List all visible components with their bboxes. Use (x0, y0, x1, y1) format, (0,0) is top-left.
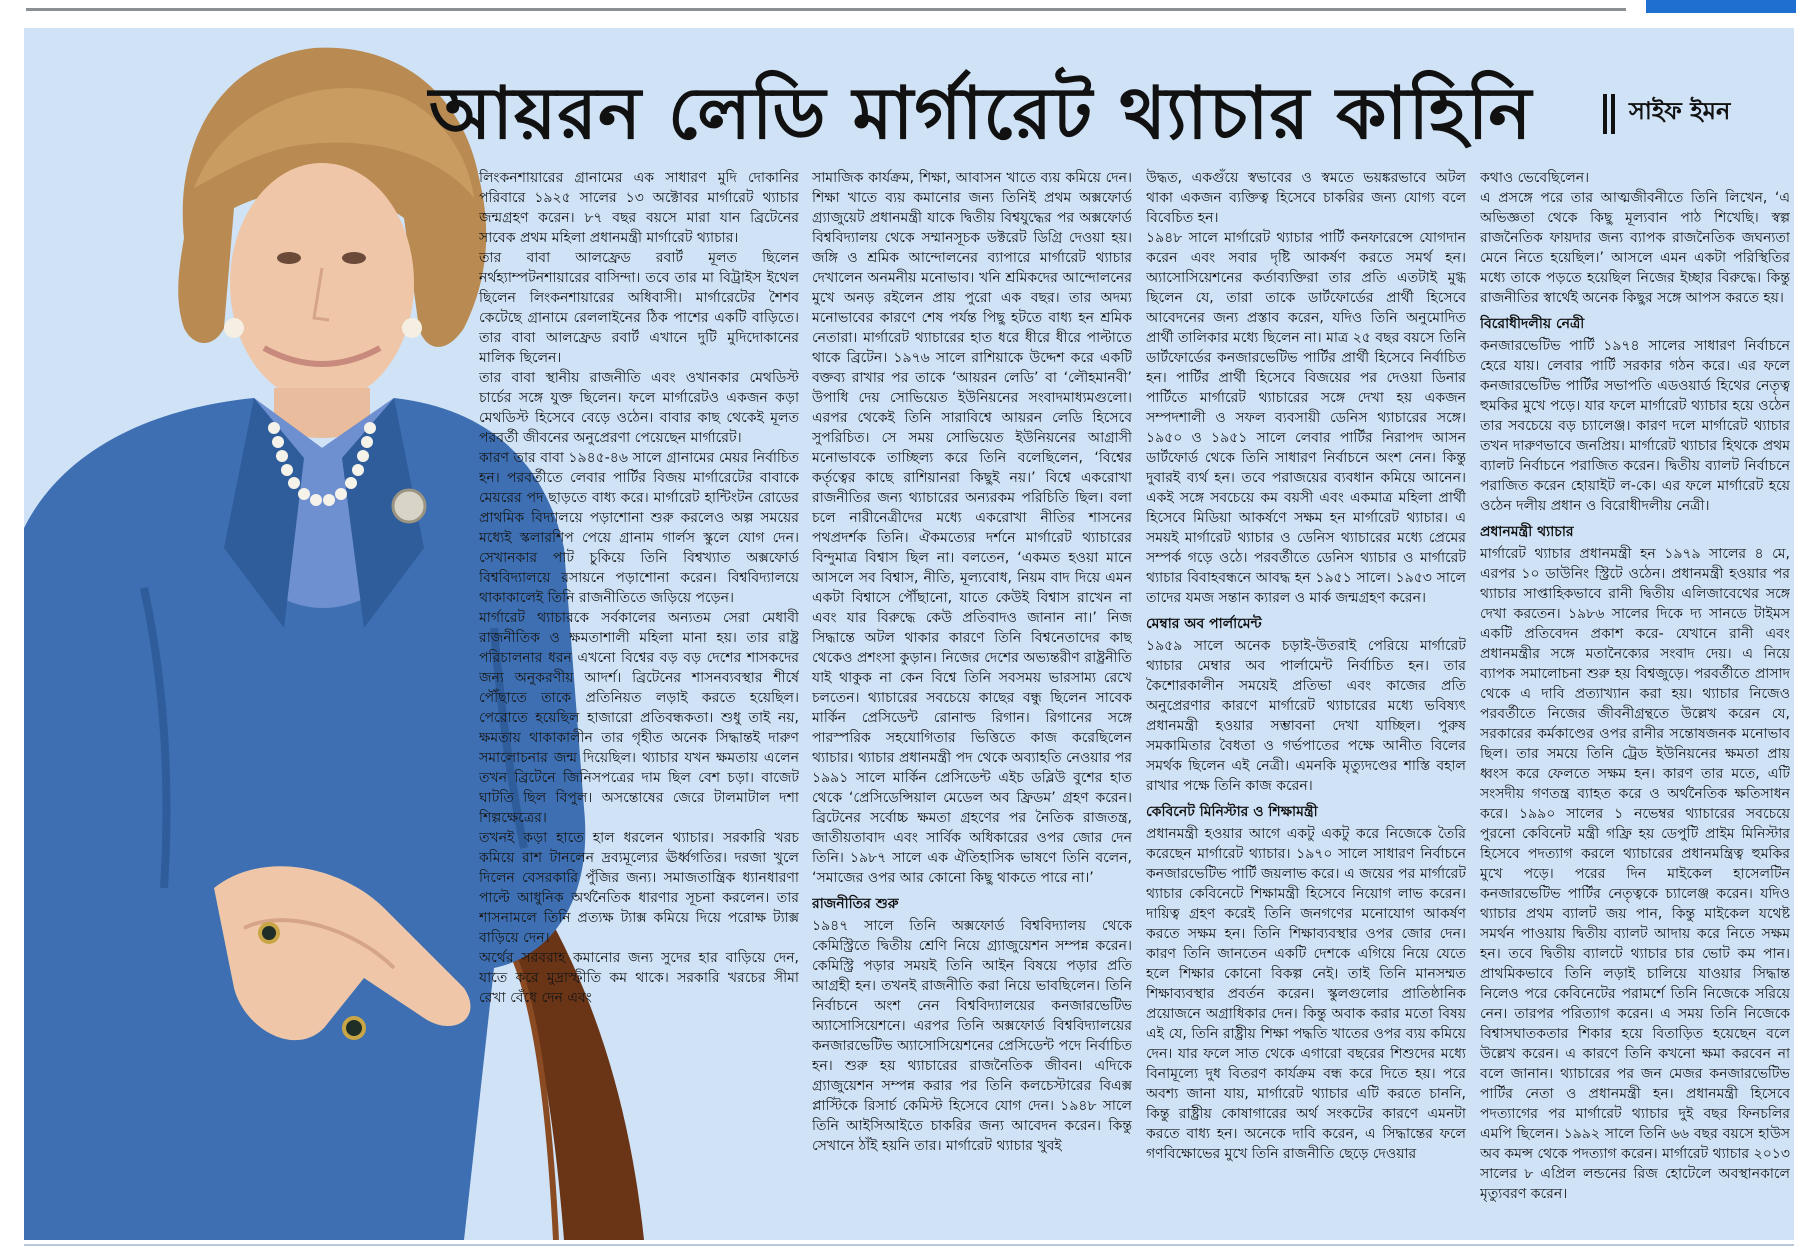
paragraph: কনজারভেটিভ পার্টি ১৯৭৪ সালের সাধারণ নির্বাচনে হেরে যায়। লেবার পার্টি সরকার গঠন করে। এর ফলে কনজারভেটিভ পার্টির সভাপতি এডওয়ার্ড হিথের নেতৃত্ব হুমকির মুখে পড়ে। যার ফলে মার্গারেট থ্যাচার হয়ে ওঠেন তার সবচেয়ে বড় চ্যালেঞ্জ। কারণ দলে মার্গারেট থ্যাচার তখন দারুণভাবে জনপ্রিয়। মার্গারেট থ্যাচার হিথকে প্রথম ব্যালট নির্বাচনে পরাজিত করেন। দ্বিতীয় ব্যালট নির্বাচনে পরাজিত করেন হোয়াইট ল-কে। এর ফলে মার্গারেট হয়ে ওঠেন দলীয় প্রধান ও বিরোধীদলীয় নেত্রী। (1480, 338, 1790, 514)
paragraph: উদ্ধত, একগুঁয়ে স্বভাবের ও স্বমতে ভয়ঙ্করভাবে অটল থাকা একজন ব্যক্তিত্ব হিসেবে চাকরির জন্য যোগ্য বলে বিবেচিত হন। (1146, 170, 1466, 226)
article-column-4 (1480, 168, 1790, 1230)
paragraph: কারণ তার বাবা ১৯৪৫-৪৬ সালে গ্রানামের মেয়র নির্বাচিত হন। পরবর্তীতে লেবার পার্টির বিজয় মার্গারেটের বাবাকে মেয়রের পদ ছাড়তে বাধ্য করে। মার্গারেট হান্টিংটন রোডের প্রাথমিক বিদ্যালয়ে পড়াশোনা শুরু করলেও অল্প সময়ের মধ্যেই স্কলারশিপ পেয়ে গ্রানাম গার্লস স্কুলে যোগ দেন। সেখানকার পাট চুকিয়ে তিনি বিশ্বখ্যাত অক্সফোর্ড বিশ্ববিদ্যালয়ে রসায়নে পড়াশোনা করেন। বিশ্ববিদ্যালয়ে থাকাকালেই তিনি রাজনীতিতে জড়িয়ে পড়েন। (479, 450, 799, 606)
section-heading: কেবিনেট মিনিস্টার ও শিক্ষামন্ত্রী (1146, 804, 1318, 820)
paragraph: কথাও ভেবেছিলেন। (1480, 170, 1590, 186)
section-heading: প্রধানমন্ত্রী থ্যাচার (1480, 524, 1574, 540)
article-column-2 (812, 168, 1132, 1230)
paragraph: সামাজিক কার্যক্রম, শিক্ষা, আবাসন খাতে ব্যয় কমিয়ে দেন। শিক্ষা খাতে ব্যয় কমানোর জন্য তিনিই প্রথম অক্সফোর্ড গ্র্যাজুয়েট প্রধানমন্ত্রী যাকে দ্বিতীয় বিশ্বযুদ্ধের পর অক্সফোর্ড বিশ্ববিদ্যালয় থেকে সম্মানসূচক ডক্টরেট ডিগ্রি দেওয়া হয়। জঙ্গি ও শ্রমিক আন্দোলনের ব্যাপারে মার্গারেট থ্যাচার দেখালেন অনমনীয় মনোভাব। খনি শ্রমিকদের আন্দোলনের মুখে অনড় রইলেন প্রায় পুরো এক বছর। তার অদম্য মনোভাবের কারণে শেষ পর্যন্ত পিছু হটতে বাধ্য হন শ্রমিক নেতারা। মার্গারেট থ্যাচারের হাত ধরে ধীরে ধীরে পাল্টাতে থাকে ব্রিটেন। ১৯৭৬ সালে রাশিয়াকে উদ্দেশ করে একটি বক্তব্য রাখার পর তাকে ‘আয়রন লেডি’ বা ‘লৌহমানবী’ উপাধি দেয় সোভিয়েত ইউনিয়নের সংবাদমাধ্যমগুলো। এরপর থেকেই তিনি সারাবিশ্বে আয়রন লেডি হিসেবে সুপরিচিত। সে সময় সোভিয়েত ইউনিয়নের আগ্রাসী মনোভাবকে তাচ্ছিল্য করে তিনি বলেছিলেন, ‘বিশ্বের কর্তৃত্বের কাছে রাশিয়ানরা কিছুই নয়।’ বিশ্বে একরোখা রাজনীতির জন্য থ্যাচারের অন্যরকম পরিচিতি ছিল। বলা চলে নারীনেত্রীদের মধ্যে একরোখা নীতির শাসনের পথপ্রদর্শক তিনি। ঐকমত্যের দর্শনে মার্গারেট থ্যাচারের বিন্দুমাত্র বিশ্বাস ছিল না। বলতেন, ‘একমত হওয়া মানে আসলে সব বিশ্বাস, নীতি, মূল্যবোধ, নিয়ম বাদ দিয়ে এমন একটা বিশ্বাসে পৌঁছানো, যাতে কেউই বিশ্বাস রাখেন না এবং যার বিরুদ্ধে কেউ প্রতিবাদও জানান না।’ নিজ সিদ্ধান্তে অটল থাকার কারণে তিনি বিশ্বনেতাদের কাছ থেকেও প্রশংসা কুড়ান। নিজের দেশের অভ্যন্তরীণ রাষ্ট্রনীতি যাই থাকুক না কেন বিশ্বে তিনি সবসময় ভারসাম্য রেখে চলতেন। থ্যাচারের সবচেয়ে কাছের বন্ধু ছিলেন সাবেক মার্কিন প্রেসিডেন্ট রোনাল্ড রিগান। রিগানের সঙ্গে পারস্পরিক সহযোগিতার ভিত্তিতে কাজ করেছিলেন থ্যাচার। থ্যাচার প্রধানমন্ত্রী পদ থেকে অব্যাহতি নেওয়ার পর ১৯৯১ সালে মার্কিন প্রেসিডেন্ট এইচ ডব্লিউ বুশের হাত থেকে ‘প্রেসিডেন্সিয়াল মেডেল অব ফ্রিডম’ গ্রহণ করেন। ব্রিটেনের সর্বোচ্চ ক্ষমতা গ্রহণের পর নৈতিক রাজতন্ত্র, জাতীয়তাবাদ এবং সার্বিক অধিকারের ওপর জোর দেন তিনি। ১৯৮৭ সালে এক ঐতিহাসিক ভাষণে তিনি বলেন, ‘সমাজের ওপর আর কোনো কিছু থাকতে পারে না।’ (812, 170, 1132, 886)
byline-separator (1599, 90, 1621, 138)
article-panel (24, 28, 1794, 1240)
byline-author: সাইফ ইমন (1629, 97, 1731, 125)
section-heading: রাজনীতির শুরু (812, 896, 899, 912)
paragraph: ১৯৫৯ সালে অনেক চড়াই-উতরাই পেরিয়ে মার্গারেট থ্যাচার মেম্বার অব পার্লামেন্ট নির্বাচিত হন। তার কৈশোরকালীন সময়েই প্রতিভা এবং কাজের প্রতি অনুপ্রেরণার কারণে মার্গারেট থ্যাচারের মধ্যে ভবিষ্যৎ প্রধানমন্ত্রী হওয়ার সম্ভাবনা দেখা যাচ্ছিল। পুরুষ সমকামিতার বৈধতা ও গর্ভপাতের পক্ষে আনীত বিলের সমর্থক ছিলেন এই নেত্রী। এমনকি মৃত্যুদণ্ডের শাস্তি বহাল রাখার পক্ষে তিনি কাজ করেন। (1146, 638, 1466, 794)
paragraph: ১৯৪৮ সালে মার্গারেট থ্যাচার পার্টি কনফারেন্সে যোগদান করেন এবং সবার দৃষ্টি আকর্ষণ করতে সমর্থ হন। অ্যাসোসিয়েশনের কর্তাব্যক্তিরা তার প্রতি এতটাই মুগ্ধ ছিলেন যে, তারা তাকে ডার্টফোর্ডের প্রার্থী হিসেবে আবেদনের জন্য প্রস্তাব করেন, যদিও তিনি অনুমোদিত প্রার্থী তালিকার মধ্যে ছিলেন না। মাত্র ২৫ বছর বয়সে তিনি ডার্টফোর্ডের কনজারভেটিভ পার্টির প্রার্থী হিসেবে নির্বাচিত হন। পার্টির প্রার্থী হিসেবে বিজয়ের পর দেওয়া ডিনার পার্টিতে মার্গারেট থ্যাচারের সঙ্গে দেখা হয় একজন সম্পদশালী ও সফল ব্যবসায়ী ডেনিস থ্যাচারের সঙ্গে। ১৯৫০ ও ১৯৫১ সালে লেবার পার্টির নিরাপদ আসন ডার্টফোর্ড থেকে তিনি সাধারণ নির্বাচনে অংশ নেন। কিন্তু দুবারই ব্যর্থ হন। তবে পরাজয়ের ব্যবধান কমিয়ে আনেন। একই সঙ্গে সবচেয়ে কম বয়সী এবং একমাত্র মহিলা প্রার্থী হিসেবে মিডিয়া আকর্ষণে সক্ষম হন মার্গারেট থ্যাচার। এ সময়ই মার্গারেট থ্যাচার ও ডেনিস থ্যাচারের মধ্যে প্রেমের সম্পর্ক গড়ে ওঠে। পরবর্তীতে ডেনিস থ্যাচার ও মার্গারেট থ্যাচার বিবাহবন্ধনে আবদ্ধ হন ১৯৫১ সালে। ১৯৫৩ সালে তাদের যমজ সন্তান ক্যারল ও মার্ক জন্মগ্রহণ করেন। (1146, 230, 1466, 606)
brooch (393, 490, 425, 522)
paragraph: তার বাবা স্থানীয় রাজনীতি এবং ওখানকার মেথডিস্ট চার্চের সঙ্গে যুক্ত ছিলেন। ফলে মার্গারেটও একজন কড়া মেথডিস্ট হিসেবে বেড়ে ওঠেন। বাবার কাছ থেকেই মূলত পরবর্তী জীবনের অনুপ্রেরণা পেয়েছেন মার্গারেট। (479, 370, 799, 446)
paragraph: লিংকনশায়ারের গ্রানামের এক সাধারণ মুদি দোকানির পরিবারে ১৯২৫ সালের ১৩ অক্টোবর মার্গারেট থ্যাচার জন্মগ্রহণ করেন। ৮৭ বছর বয়সে মারা যান ব্রিটেনের সাবেক প্রথম মহিলা প্রধানমন্ত্রী মার্গারেট থ্যাচার। (479, 170, 799, 246)
top-accent-bar (1646, 0, 1796, 13)
paragraph: অর্থের সরবরাহ কমানোর জন্য সুদের হার বাড়িয়ে দেন, যাতে করে মুদ্রাস্ফীতি কম থাকে। সরকারি খরচের সীমা রেখা বেঁধে দেন এবং (479, 950, 799, 1006)
paragraph: এ প্রসঙ্গে পরে তার আত্মজীবনীতে তিনি লিখেন, ‘এ অভিজ্ঞতা থেকে কিছু মূল্যবান পাঠ শিখেছি। স্বল্প রাজনৈতিক ফায়দার জন্য ব্যাপক রাজনৈতিক জঘন্যতা মেনে নিতে হয়েছিল।’ আসলে এমন একটা পরিস্থিতির মধ্যে তাকে পড়তে হয়েছিল নিজের ইচ্ছার বিরুদ্ধে। কিন্তু রাজনীতির স্বার্থেই অনেক কিছুর সঙ্গে আপস করতে হয়। (1480, 190, 1790, 306)
section-heading: বিরোধীদলীয় নেত্রী (1480, 316, 1585, 332)
article-column-1 (479, 168, 799, 1230)
article-column-3 (1146, 168, 1466, 1230)
paragraph: মার্গারেট থ্যাচারকে সর্বকালের অন্যতম সেরা মেধাবী রাজনীতিক ও ক্ষমতাশালী মহিলা মানা হয়। তার রাষ্ট্র পরিচালনার ধরন এখনো বিশ্বের বড় বড় দেশের শাসকদের জন্য অনুকরণীয় আদর্শ। ব্রিটেনের শাসনব্যবস্থার শীর্ষে পৌঁছাতে তাকে প্রতিনিয়ত লড়াই করতে হয়েছিল। পেরোতে হয়েছিল হাজারো প্রতিবন্ধকতা। শুধু তাই নয়, ক্ষমতায় থাকাকালীন তার গৃহীত অনেক সিদ্ধান্তই দারুণ সমালোচনার জন্ম দিয়েছিল। থ্যাচার যখন ক্ষমতায় এলেন তখন ব্রিটেনে জিনিসপত্রের দাম ছিল বেশ চড়া। বাজেট ঘাটতি ছিল বিপুল। অসন্তোষের জেরে টালমাটাল দশা শিল্পক্ষেত্রের। (479, 610, 799, 826)
ring (260, 924, 278, 942)
paragraph: তখনই কড়া হাতে হাল ধরলেন থ্যাচার। সরকারি খরচ কমিয়ে রাশ টানলেন দ্রব্যমূল্যের ঊর্ধ্বগতির। দরজা খুলে দিলেন বেসরকারি পুঁজির জন্য। সমাজতান্ত্রিক ধ্যানধারণা পাল্টে আধুনিক অর্থনৈতিক ধারণার সূচনা করলেন। তার শাসনামলে তিনি প্রত্যক্ষ ট্যাক্স কমিয়ে দিয়ে পরোক্ষ ট্যাক্স বাড়িয়ে দেন। (479, 830, 799, 946)
headline: আয়রন লেডি মার্গারেট থ্যাচার কাহিনি (429, 71, 1533, 155)
top-rule (26, 8, 1626, 11)
paragraph: তার বাবা আলফ্রেড রবার্ট মূলত ছিলেন নর্থহ্যাম্পটনশায়ারের বাসিন্দা। তবে তার মা বিট্রাইস ইথেল ছিলেন লিংকনশায়ারের অধিবাসী। মার্গারেটের শৈশব কেটেছে গ্রানামে রেললাইনের ঠিক পাশের একটি বাড়িতে। তার বাবা আলফ্রেড রবার্ট এখানে দুটি মুদিদোকানের মালিক ছিলেন। (479, 250, 799, 366)
paragraph: ১৯৪৭ সালে তিনি অক্সফোর্ড বিশ্ববিদ্যালয় থেকে কেমিস্ট্রিতে দ্বিতীয় শ্রেণি নিয়ে গ্র্যাজুয়েশন সম্পন্ন করেন। কেমিস্ট্রি পড়ার সময়ই তিনি আইন বিষয়ে পড়ার প্রতি আগ্রহী হন। তখনই রাজনীতি করা নিয়ে ভাবছিলেন। তিনি নির্বাচনে অংশ নেন বিশ্ববিদ্যালয়ের কনজারভেটিভ অ্যাসোসিয়েশনে। এরপর তিনি অক্সফোর্ড বিশ্ববিদ্যালয়ের কনজারভেটিভ অ্যাসোসিয়েশনের প্রেসিডেন্ট পদে নির্বাচিত হন। শুরু হয় থ্যাচারের রাজনৈতিক জীবন। এদিকে গ্র্যাজুয়েশন সম্পন্ন করার পর তিনি কলচেস্টারের বিএক্স প্লাস্টিকে রিসার্চ কেমিস্ট হিসেবে যোগ দেন। ১৯৪৮ সালে তিনি আইসিআইতে চাকরির জন্য আবেদন করেন। কিন্তু সেখানে ঠাঁই হয়নি তার। মার্গারেট থ্যাচার খুবই (812, 918, 1132, 1154)
section-heading: মেম্বার অব পার্লামেন্ট (1146, 616, 1262, 632)
bottom-rule (24, 1244, 1794, 1246)
paragraph: মার্গারেট থ্যাচার প্রধানমন্ত্রী হন ১৯৭৯ সালের ৪ মে, এরপর ১০ ডাউনিং স্ট্রিটে ওঠেন। প্রধানমন্ত্রী হওয়ার পর থ্যাচার সাপ্তাহিকভাবে রানী দ্বিতীয় এলিজাবেথের সঙ্গে দেখা করতেন। ১৯৮৬ সালের দিকে দ্য সানডে টাইমস একটি প্রতিবেদন প্রকাশ করে- যেখানে রানী এবং প্রধানমন্ত্রীর সঙ্গে মতানৈক্যের সংবাদ দেয়। এ নিয়ে ব্যাপক সমালোচনা শুরু হয় বিশ্বজুড়ে। পরবর্তীতে প্রাসাদ থেকে এ দাবি প্রত্যাখ্যান করা হয়। থ্যাচার নিজেও পরবর্তীতে নিজের জীবনীগ্রন্থতে উল্লেখ করেন যে, সরকারের কর্মকাণ্ডের ওপর রানীর সন্তোষজনক মনোভাব ছিল। তার সময়ে তিনি ট্রেড ইউনিয়নের ক্ষমতা প্রায় ধ্বংস করে ফেলতে সক্ষম হন। কারণ তার মতে, এটি সংসদীয় গণতন্ত্র ব্যাহত করে ও অর্থনৈতিক ক্ষতিসাধন করে। ১৯৯০ সালের ১ নভেম্বর থ্যাচারের সবচেয়ে পুরনো কেবিনেট মন্ত্রী গফ্রি হয় ডেপুটি প্রাইম মিনিস্টার হিসেবে পদত্যাগ করলে থ্যাচারের প্রধানমন্ত্রিত্ব হুমকির মুখে পড়ে। পরের দিন মাইকেল হাসেলটিন কনজারভেটিভ পার্টির নেতৃত্বকে চ্যালেঞ্জ করেন। যদিও থ্যাচার প্রথম ব্যালট জয় পান, কিন্তু মাইকেল যথেষ্ট সমর্থন পাওয়ায় দ্বিতীয় ব্যালট আদায় করে নিতে সক্ষম হন। তবে দ্বিতীয় ব্যালটে থ্যাচার চার ভোট কম পান। প্রাথমিকভাবে তিনি লড়াই চালিয়ে যাওয়ার সিদ্ধান্ত নিলেও পরে কেবিনেটের পরামর্শে তিনি নিজেকে সরিয়ে নেন। তারপর পরিত্যাগ করেন। এ সময় তিনি নিজেকে বিশ্বাসঘাতকতার শিকার হয়ে বিতাড়িত হয়েছেন বলে উল্লেখ করেন। এ কারণে তিনি কখনো ক্ষমা করবেন না বলে জানান। থ্যাচারের পর জন মেজর কনজারভেটিভ পার্টির নেতা ও প্রধানমন্ত্রী হন। প্রধানমন্ত্রী হিসেবে পদত্যাগের পর মার্গারেট থ্যাচার দুই বছর ফিনচলির এমপি ছিলেন। ১৯৯২ সালে তিনি ৬৬ বছর বয়সে হাউস অব কমন্স থেকে পদত্যাগ করেন। মার্গারেট থ্যাচার ২০১৩ সালের ৮ এপ্রিল লন্ডনের রিজ হোটেলে অবস্থানকালে মৃত্যুবরণ করেন। (1480, 546, 1790, 1202)
top-bar (0, 0, 1818, 14)
paragraph: প্রধানমন্ত্রী হওয়ার আগে একটু একটু করে নিজেকে তৈরি করেছেন মার্গারেট থ্যাচার। ১৯৭০ সালে সাধারণ নির্বাচনে কনজারভেটিভ পার্টি জয়লাভ করে। এ জয়ের পর মার্গারেট থ্যাচার কেবিনেটে শিক্ষামন্ত্রী হিসেবে নিয়োগ লাভ করেন। দায়িত্ব গ্রহণ করেই তিনি জনগণের মনোযোগ আকর্ষণ করতে সক্ষম হন। তিনি শিক্ষাব্যবস্থার ওপর জোর দেন। কারণ তিনি জানতেন একটি দেশকে এগিয়ে নিয়ে যেতে হলে শিক্ষার কোনো বিকল্প নেই। তাই তিনি মানসম্মত শিক্ষাব্যবস্থার প্রবর্তন করেন। স্কুলগুলোর প্রাতিষ্ঠানিক প্রয়োজনে অগ্রাধিকার দেন। কিন্তু অবাক করার মতো বিষয় এই যে, তিনি রাষ্ট্রীয় শিক্ষা পদ্ধতি খাতের ওপর ব্যয় কমিয়ে দেন। যার ফলে সাত থেকে এগারো বছরের শিশুদের মধ্যে বিনামূল্যে দুধ বিতরণ কার্যক্রম বন্ধ করে দিতে হয়। পরে অবশ্য জানা যায়, মার্গারেট থ্যাচার এটি করতে চাননি, কিন্তু রাষ্ট্রীয় কোষাগারের অর্থ সংকটের কারণে এমনটা করতে বাধ্য হন। অনেকে দাবি করেন, এ সিদ্ধান্তের ফলে গণবিক্ষোভের মুখে তিনি রাজনীতি ছেড়ে দেওয়ার (1146, 826, 1466, 1162)
